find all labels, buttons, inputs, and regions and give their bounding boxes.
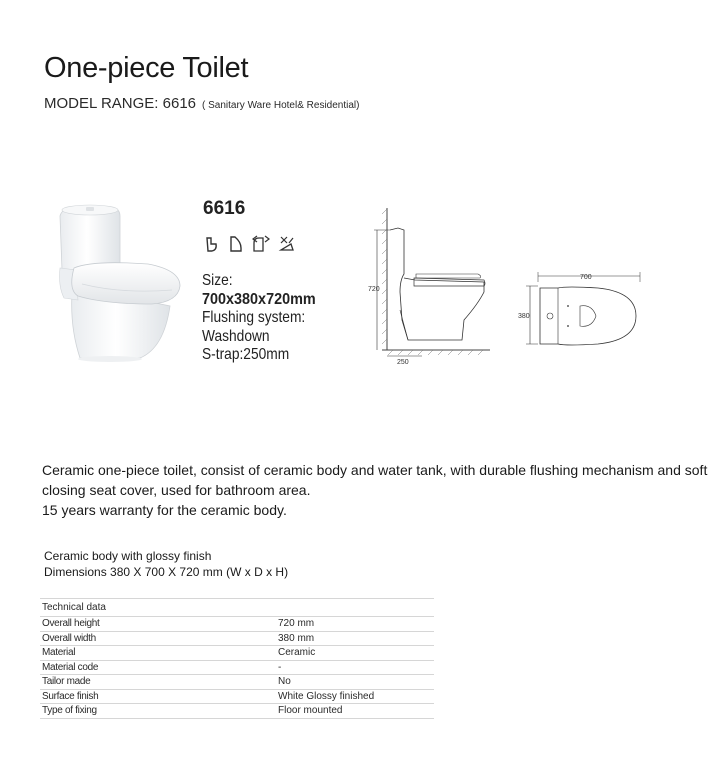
side-view-drawing [360,200,510,370]
row-value: Ceramic [278,647,316,658]
trap-value: S-trap:250mm [202,346,290,363]
top-view-drawing [518,268,648,348]
width-dim-label: 380 [518,313,530,320]
row-label: Surface finish [42,690,99,702]
table-row [40,617,434,632]
size-value: 700x380x720mm [202,290,316,308]
summary-block [44,548,288,580]
finish-text: Ceramic body with glossy finish [44,549,212,563]
row-value: No [278,676,291,687]
row-label: Type of fixing [42,705,97,716]
table-row [40,690,434,705]
row-label: Material code [42,661,99,673]
technical-data-table [40,598,434,719]
flush-icon [253,236,269,251]
flushing-value: Washdown [202,327,270,345]
row-label: Material [42,647,76,658]
depth-dim-label: 700 [580,274,592,281]
flushing-label: Flushing system: [202,309,306,326]
row-value: Floor mounted [278,705,343,716]
model-range-label: MODEL RANGE: 6616 [44,95,196,112]
description-text: Ceramic one-piece toilet, consist of ceramic body and water tank, with durable flushing mechanism and soft closing seat cover, used for bathroom area. [42,462,708,498]
table-row [40,661,434,676]
row-value: 380 mm [278,632,315,644]
row-value: - [278,661,282,673]
seat-cover-icon [231,237,241,251]
soft-close-icon [281,237,293,250]
row-value: White Glossy finished [278,690,375,702]
product-photo [52,198,184,368]
model-range [44,95,359,112]
page-title: One-piece Toilet [44,52,249,84]
row-label: Overall width [42,632,96,644]
table-header-label: Technical data [42,602,106,613]
table-header [40,598,434,617]
dimensions-text: Dimensions 380 X 700 X 720 mm (W x D x H) [44,565,289,579]
row-label: Overall height [42,618,100,629]
spec-block [202,272,328,365]
toilet-seat-icon [207,238,216,251]
row-label: Tailor made [42,676,91,687]
trap-dim-label: 250 [397,359,409,366]
table-row [40,632,434,647]
model-code: 6616 [203,198,246,219]
feature-icons [203,234,303,254]
model-range-subtitle: ( Sanitary Ware Hotel& Residential) [202,100,360,111]
warranty-text: 15 years warranty for the ceramic body. [42,502,287,518]
table-row [40,675,434,690]
table-row [40,704,434,719]
height-dim-label: 720 [368,286,380,293]
table-row [40,646,434,661]
row-value: 720 mm [278,618,315,629]
product-description [42,460,714,520]
size-label: Size: [202,272,233,289]
